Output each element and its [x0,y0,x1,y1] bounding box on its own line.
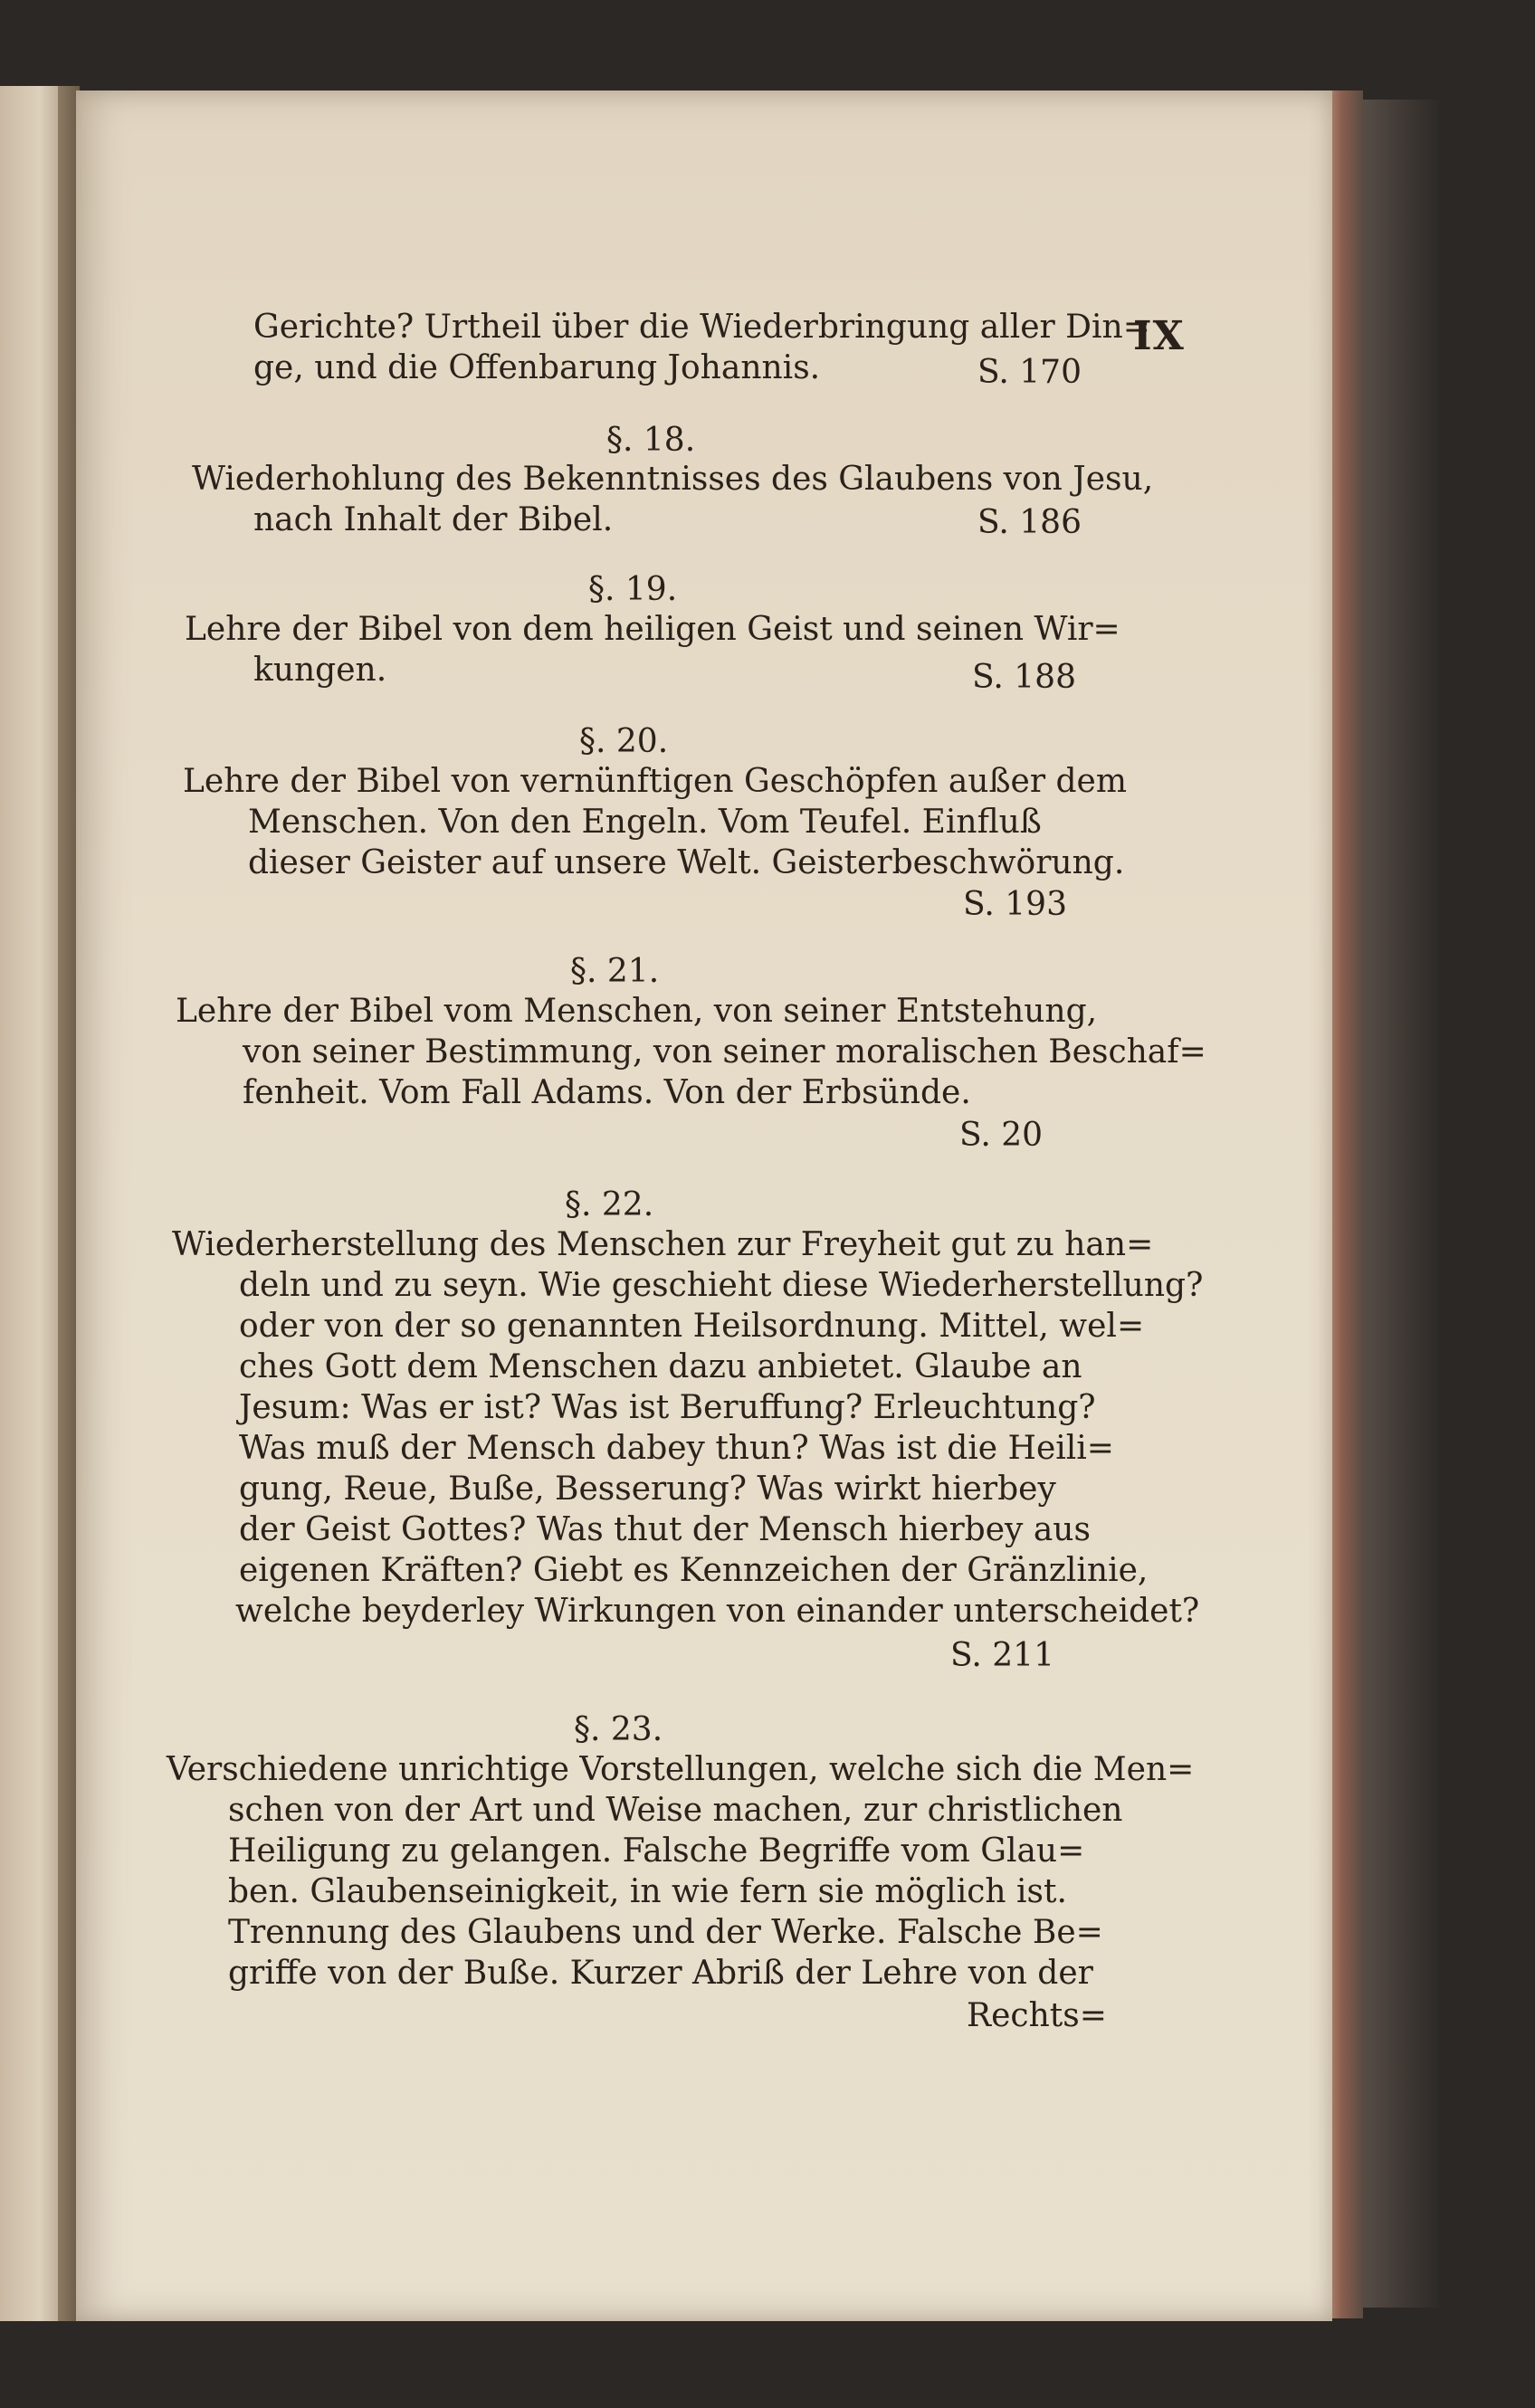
section-heading: §. 19. [588,571,678,608]
page-reference: S. 186 [977,504,1082,541]
entry-text-line: Verschiedene unrichtige Vorstellungen, welche sich die Men= [167,1751,1195,1788]
entry-text-line: Menschen. Von den Engeln. Vom Teufel. Einfluß [248,804,1042,841]
entry-text-line: fenheit. Vom Fall Adams. Von der Erbsünde. [243,1074,971,1111]
entry-text-line: deln und zu seyn. Wie geschieht diese Wiederherstellung? [239,1267,1204,1304]
entry-text-line: ches Gott dem Menschen dazu anbietet. Glaube an [239,1348,1082,1385]
section-heading: §. 18. [606,422,696,459]
entry-text-line: ge, und die Offenbarung Johannis. [253,349,821,386]
section-heading: §. 21. [570,953,660,990]
entry-text-line: welche beyderley Wirkungen von einander unterscheidet? [235,1593,1200,1630]
entry-text-line: der Geist Gottes? Was thut der Mensch hierbey aus [239,1511,1091,1548]
entry-text-line: schen von der Art und Weise machen, zur christlichen [228,1792,1123,1829]
catchword: Rechts= [967,1997,1107,2034]
section-heading: §. 22. [565,1186,654,1223]
entry-text-line: Jesum: Was er ist? Was ist Beruffung? Erleuchtung? [239,1389,1096,1426]
entry-text-line: dieser Geister auf unsere Welt. Geisterbeschwörung. [248,844,1125,881]
section-heading: §. 23. [574,1711,663,1748]
entry-text-line: Lehre der Bibel von vernünftigen Geschöpfen außer dem [183,763,1127,800]
entry-text-line: Gerichte? Urtheil über die Wiederbringung aller Din= [253,309,1150,346]
page-reference: S. 188 [972,659,1076,696]
entry-text-line: griffe von der Buße. Kurzer Abriß der Lehre von der [228,1955,1093,1992]
entry-text-line: nach Inhalt der Bibel. [253,501,614,538]
page-reference: S. 20 [959,1117,1044,1154]
page-reference: S. 170 [977,354,1082,391]
page-reference: S. 211 [950,1637,1054,1674]
entry-text-line: Lehre der Bibel von dem heiligen Geist und seinen Wir= [185,611,1120,648]
entry-text-line: ben. Glaubenseinigkeit, in wie fern sie möglich ist. [228,1873,1067,1910]
entry-text-line: von seiner Bestimmung, von seiner moralischen Beschaf= [243,1033,1206,1071]
entry-text-line: Trennung des Glaubens und der Werke. Falsche Be= [228,1914,1103,1951]
entry-text-line: oder von der so genannten Heilsordnung. Mittel, wel= [239,1308,1145,1345]
entry-text-line: Was muß der Mensch dabey thun? Was ist die Heili= [239,1430,1114,1467]
book-cover-edge [1358,100,1439,2308]
entry-text-line: Wiederherstellung des Menschen zur Freyheit gut zu han= [172,1226,1154,1263]
entry-text-line: kungen. [253,652,387,689]
entry-text-line: Heiligung zu gelangen. Falsche Begriffe vom Glau= [228,1832,1085,1870]
page-stack-edge [1327,90,1363,2318]
entry-text-line: Lehre der Bibel vom Menschen, von seiner Entstehung, [176,993,1098,1030]
book-page [76,90,1332,2321]
entry-text-line: gung, Reue, Buße, Besserung? Was wirkt hierbey [239,1470,1056,1508]
page-reference: S. 193 [963,886,1067,923]
page-number: IX [1133,313,1185,359]
entry-text-line: Wiederhohlung des Bekenntnisses des Glaubens von Jesu, [192,461,1154,498]
section-heading: §. 20. [579,723,669,760]
entry-text-line: eigenen Kräften? Giebt es Kennzeichen der Gränzlinie, [239,1552,1149,1589]
